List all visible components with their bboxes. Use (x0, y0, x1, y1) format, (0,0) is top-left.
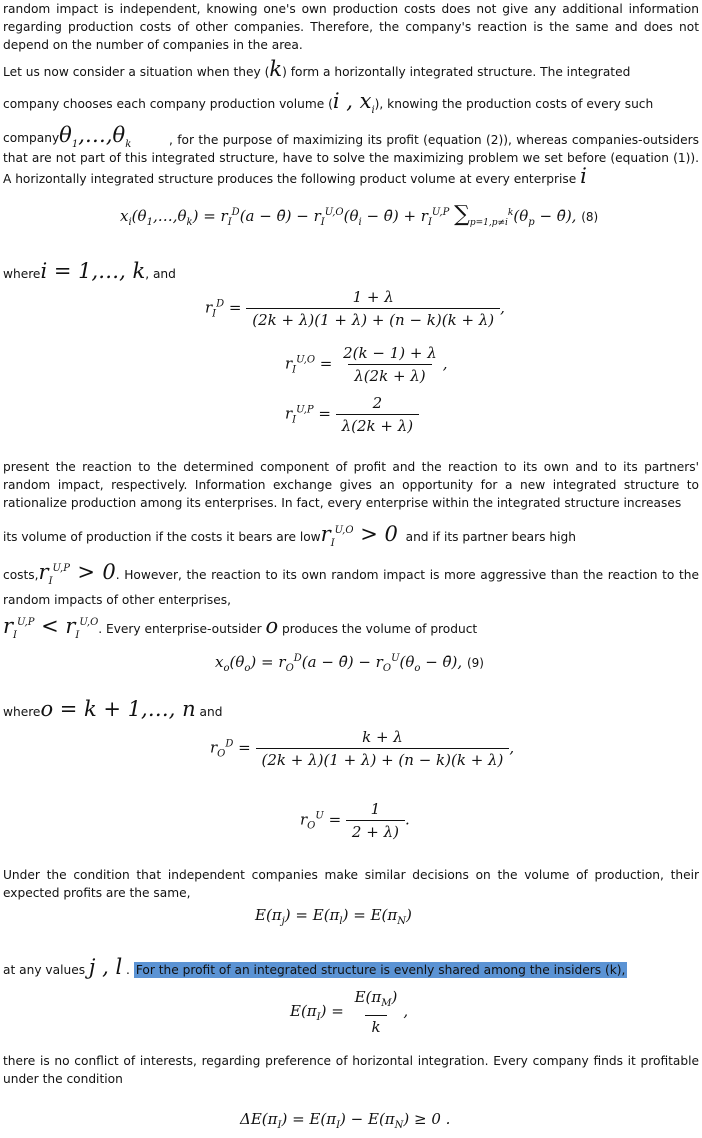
math-i: i (580, 164, 587, 188)
text: produces the volume of product (281, 622, 478, 636)
math-k: k (269, 57, 283, 81)
math-j-l: j , l (88, 955, 123, 979)
paragraph-consider (3, 57, 631, 81)
text: , and (145, 267, 176, 281)
equation-rIUP: $r_I^{U,P}$ = $\frac{2}{\lambda(2k + \lambda)}$ (285, 394, 419, 435)
equation-delta: $\Delta E(\pi_I) = E(\pi_I) - E(\pi_N) \ge 0$ . (240, 1110, 451, 1131)
equation-shared-profit: $E(\pi_I)$ = $\frac{E(\pi_M)}{k}$ , (290, 988, 409, 1036)
paragraph-company-body (3, 131, 699, 188)
math-range: i = 1,…, k (40, 259, 146, 283)
math-rIUP-pos: $r_I^{U,P} > 0$ (38, 560, 116, 588)
text: ), knowing the production costs of every such (374, 97, 654, 111)
text: at any values (3, 963, 86, 977)
paragraph-high-costs (3, 560, 699, 609)
text: . Every enterprise-outsider (98, 622, 262, 636)
text: its volume of production if the costs it bears are low (3, 530, 321, 544)
paragraph-condition: Under the condition that independent companies make similar decisions on the volume of production, their expected profits are the same, (3, 868, 699, 900)
text: . However, the reaction to its own random impact is more aggressive than the reaction to the random impacts of other enterprises, (3, 568, 699, 608)
text: , for the purpose of maximizing its profit (equation (2)), whereas companies-outsiders that are not part of this integrated structure, have to solve the maximizing problem we set before (equation (1)). A horizontally integrated structure produces the following product volume at every enterprise (3, 133, 699, 186)
equation-label: (8) (581, 210, 599, 224)
equation-label: (9) (466, 656, 484, 670)
text: Let us now consider a situation when they ( (3, 65, 270, 79)
where-line-2 (3, 697, 223, 721)
math-theta: $\theta_1,\dots,\theta_k$ (59, 123, 132, 151)
equation-rOU: $r_O^U$ = $\frac{1}{2 + \lambda)}$ . (300, 800, 410, 841)
math-o: o (265, 614, 279, 638)
math-rIUO-pos: $r_I^{U,O} > 0$ (320, 522, 398, 550)
equation-expected-equal: $E(\pi_j) = E(\pi_l) = E(\pi_N)$ (255, 906, 412, 927)
paragraph-low-costs (3, 522, 576, 553)
equation-9: $x_o(\theta_o) = r_O^D(a$ − θ̄) − $r_O^U(\theta_o$ − θ̄), (9) (215, 653, 484, 674)
paragraph-no-conflict: there is no conflict of interests, regarding preference of horizontal integration. Every company finds it profitable under the condition (3, 1054, 699, 1086)
text: company chooses each company production volume ( (3, 97, 333, 111)
where-line-1 (3, 259, 176, 283)
text: company (3, 131, 60, 145)
paragraph-present: present the reaction to the determined component of profit and the reaction to its own and to its partners' random impact, respectively. Information exchange gives an opportunity for a new integrated structure to rationalize production among its enterprises. In fact, every enterprise within the integrated structure increases (3, 460, 699, 510)
equation-rIUO: $r_I^{U,O}$ = $\frac{2(k - 1) + \lambda}{\lambda(2k + \lambda)}$ , (285, 344, 448, 385)
text: where (3, 267, 41, 281)
math-o-range: o = k + 1,…, n (40, 697, 196, 721)
math-i-xi: i , $x_i$ (332, 89, 375, 117)
text: where (3, 705, 41, 719)
paragraph-any-values: at any values j , l . For the profit of an integrated structure is evenly shared among the insiders (k), (3, 955, 626, 979)
math-inequality: $r_I^{U,P} < r_I^{U,O}$ (3, 614, 99, 642)
text: and if its partner bears high (405, 530, 576, 544)
text: costs, (3, 568, 39, 582)
equation-8: $x_i(\theta_1,\dots,\theta_k) = r_I^D(a$ − θ̄) − $r_I^{U,O}(\theta_i$ − θ̄) + $r_I^{U,P}$ $\sum_{p=1,p\ne i}^k(\theta_p$ − θ̄), (8) (120, 202, 599, 228)
text: and (199, 705, 223, 719)
paragraph-outsider (3, 614, 477, 645)
equation-rID: $r_I^D$ = $\frac{1 + \lambda}{(2k + \lambda)(1 + \lambda) + (n - k)(k + \lambda)}$ , (205, 288, 505, 329)
highlighted-sentence[interactable]: For the profit of an integrated structure is evenly shared among the insiders (k), (135, 963, 626, 977)
text: ) form a horizontally integrated structure. The integrated (282, 65, 631, 79)
paragraph-intro: random impact is independent, knowing one's own production costs does not give any additional information regarding production costs of other companies. Therefore, the company's reaction is the same and does not depend on the number of companies in the area. (3, 2, 699, 52)
equation-rOD: $r_O^D$ = $\frac{k + \lambda}{(2k + \lambda)(1 + \lambda) + (n - k)(k + \lambda)}$ , (210, 728, 515, 769)
paragraph-volume (3, 89, 654, 120)
